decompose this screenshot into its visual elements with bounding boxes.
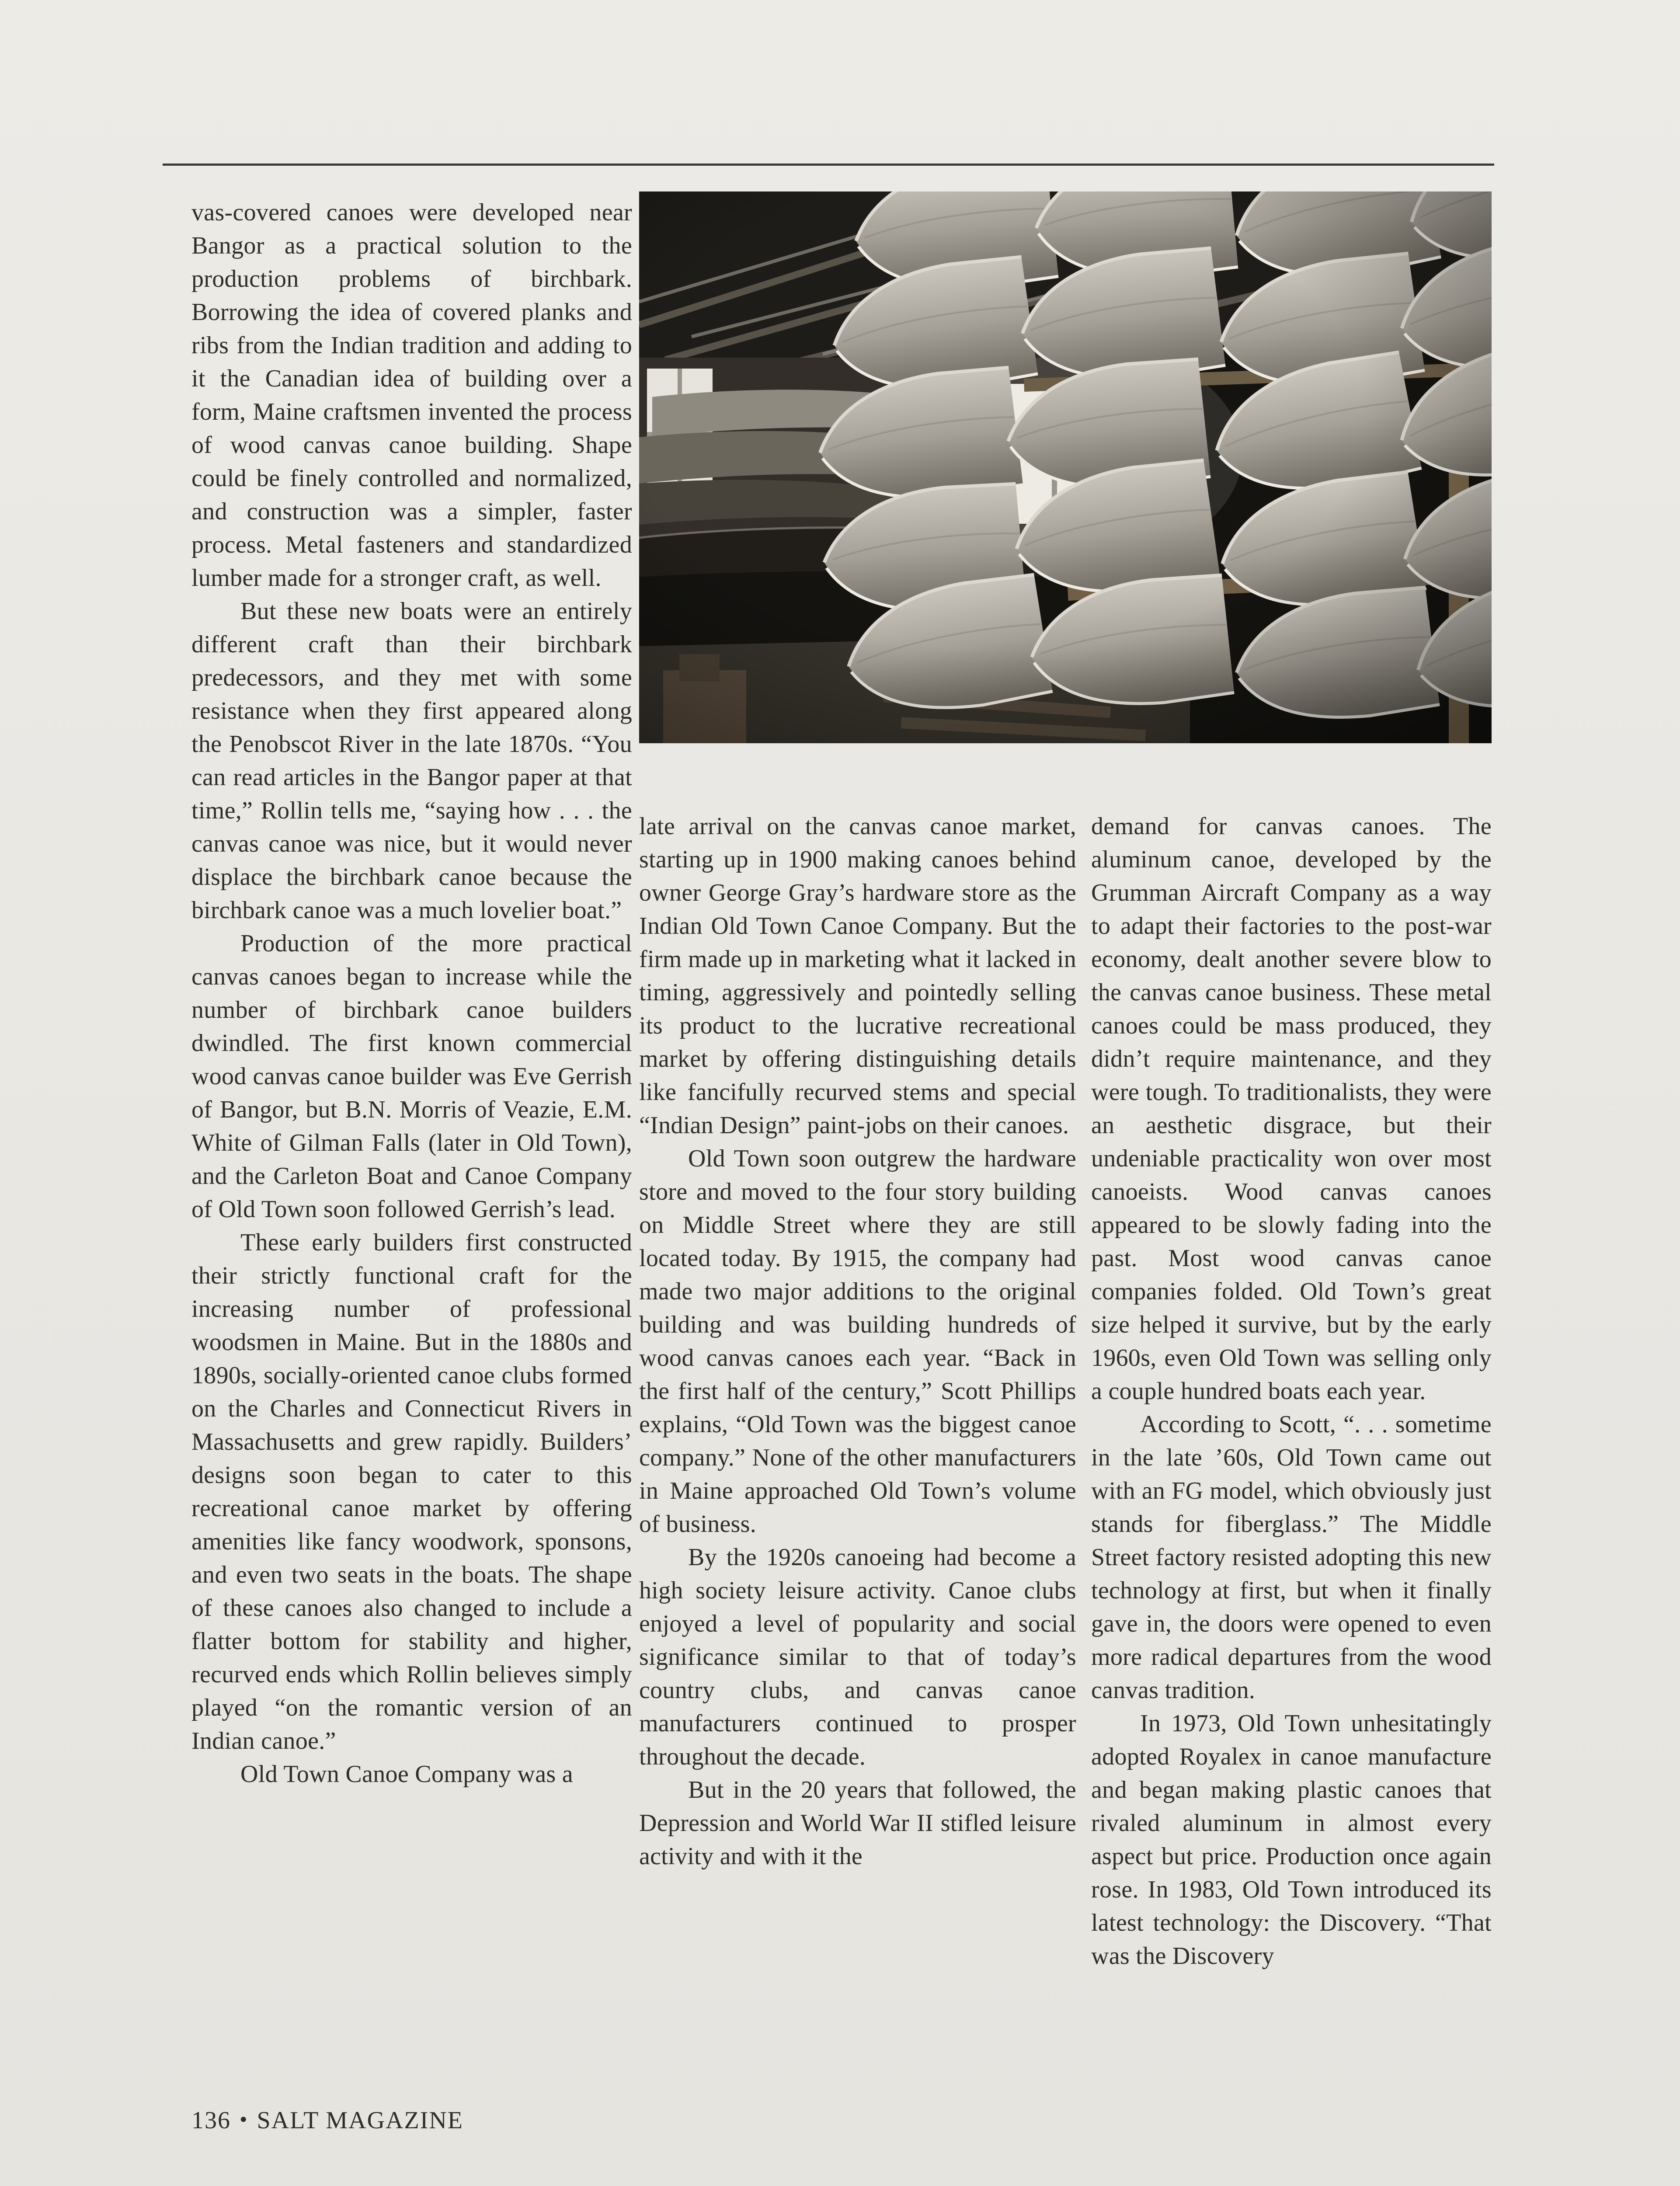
canoe-factory-photo-illustration (639, 191, 1492, 743)
body-paragraph: But these new boats were an entirely different craft than their birchbark predecessors, and they met with some resistance when they first appeared along the Penobscot River in the late 1870s. “You can read articles in the Bangor paper at that time,” Rollin tells me, “saying how . . . the canvas canoe was nice, but it would never displace the birchbark canoe because the birchbark canoe was a much lovelier boat.” (191, 598, 632, 924)
body-paragraph: In 1973, Old Town unhesitatingly adopted Royalex in canoe manufacture and began making plastic canoes that rivaled aluminum in almost every aspect but price. Production once again rose. In 1983, Old Town introduced its latest technology: the Discovery. “That was the Discovery (1091, 1710, 1492, 1970)
canoe-factory-photo (639, 191, 1492, 743)
page-number: 136 (191, 2107, 231, 2134)
page-footer (191, 2106, 463, 2134)
body-paragraph: late arrival on the canvas canoe market, starting up in 1900 making canoes behind owner George Gray’s hardware store as the Indian Old Town Canoe Company. But the firm made up in marketing what it lacked in timing, aggressively and pointedly selling its product to the lucrative recreational market by offering distinguishing details like fancifully recurved stems and special “Indian Design” paint-jobs on their canoes. (639, 813, 1076, 1139)
magazine-title: SALT MAGAZINE (257, 2107, 463, 2134)
body-paragraph: Old Town Canoe Company was a (240, 1761, 573, 1788)
body-paragraph: By the 1920s canoeing had become a high society leisure activity. Canoe clubs enjoyed a level of popularity and social significance similar to that of today’s country clubs, and canvas canoe manufacturers continued to prosper throughout the decade. (639, 1544, 1076, 1770)
text-column-1 (191, 196, 632, 1791)
body-paragraph: But in the 20 years that followed, the Depression and World War II stifled leisure activity and with it the (639, 1776, 1076, 1870)
text-column-3 (1091, 810, 1492, 1973)
top-rule (163, 164, 1494, 166)
text-column-2 (639, 810, 1076, 1873)
body-paragraph: According to Scott, “. . . sometime in the late ’60s, Old Town came out with an FG model, which obviously just stands for fiberglass.” The Middle Street factory resisted adopting this new technology at first, but when it finally gave in, the doors were opened to even more radical departures from the wood canvas tradition. (1091, 1411, 1492, 1704)
body-paragraph: Old Town soon outgrew the hardware store and moved to the four story building on Middle Street where they are still located today. By 1915, the company had made two major additions to the original building and was building hundreds of wood canvas canoes each year. “Back in the first half of the century,” Scott Phillips explains, “Old Town was the biggest canoe company.” None of the other manufacturers in Maine approached Old Town’s volume of business. (639, 1145, 1076, 1538)
footer-bullet: • (240, 2107, 248, 2131)
body-paragraph: Production of the more practical canvas canoes began to increase while the number of birchbark canoe builders dwindled. The first known commercial wood canvas canoe builder was Eve Gerrish of Bangor, but B.N. Morris of Veazie, E.M. White of Gilman Falls (later in Old Town), and the Carleton Boat and Canoe Company of Old Town soon followed Gerrish’s lead. (191, 930, 632, 1223)
body-paragraph: demand for canvas canoes. The aluminum canoe, developed by the Grumman Aircraft Company as a way to adapt their factories to the post-war economy, dealt another severe blow to the canvas canoe business. These metal canoes could be mass produced, they didn’t require maintenance, and they were tough. To traditionalists, they were an aesthetic disgrace, but their undeniable practicality won over most canoeists. Wood canvas canoes appeared to be slowly fading into the past. Most wood canvas canoe companies folded. Old Town’s great size helped it survive, but by the early 1960s, even Old Town was selling only a couple hundred boats each year. (1091, 813, 1492, 1405)
body-paragraph: These early builders first constructed their strictly functional craft for the increasing number of professional woodsmen in Maine. But in the 1880s and 1890s, socially-oriented canoe clubs formed on the Charles and Connecticut Rivers in Massachusetts and grew rapidly. Builders’ designs soon began to cater to this recreational canoe market by offering amenities like fancy woodwork, sponsons, and even two seats in the boats. The shape of these canoes also changed to include a flatter bottom for stability and higher, recurved ends which Rollin believes simply played “on the romantic version of an Indian canoe.” (191, 1229, 632, 1754)
body-paragraph: vas-covered canoes were developed near Bangor as a practical solution to the production problems of birchbark. Borrowing the idea of covered planks and ribs from the Indian tradition and adding to it the Canadian idea of building over a form, Maine craftsmen invented the process of wood canvas canoe building. Shape could be finely controlled and normalized, and construction was a simpler, faster process. Metal fasteners and standardized lumber made for a stronger craft, as well. (191, 199, 632, 592)
